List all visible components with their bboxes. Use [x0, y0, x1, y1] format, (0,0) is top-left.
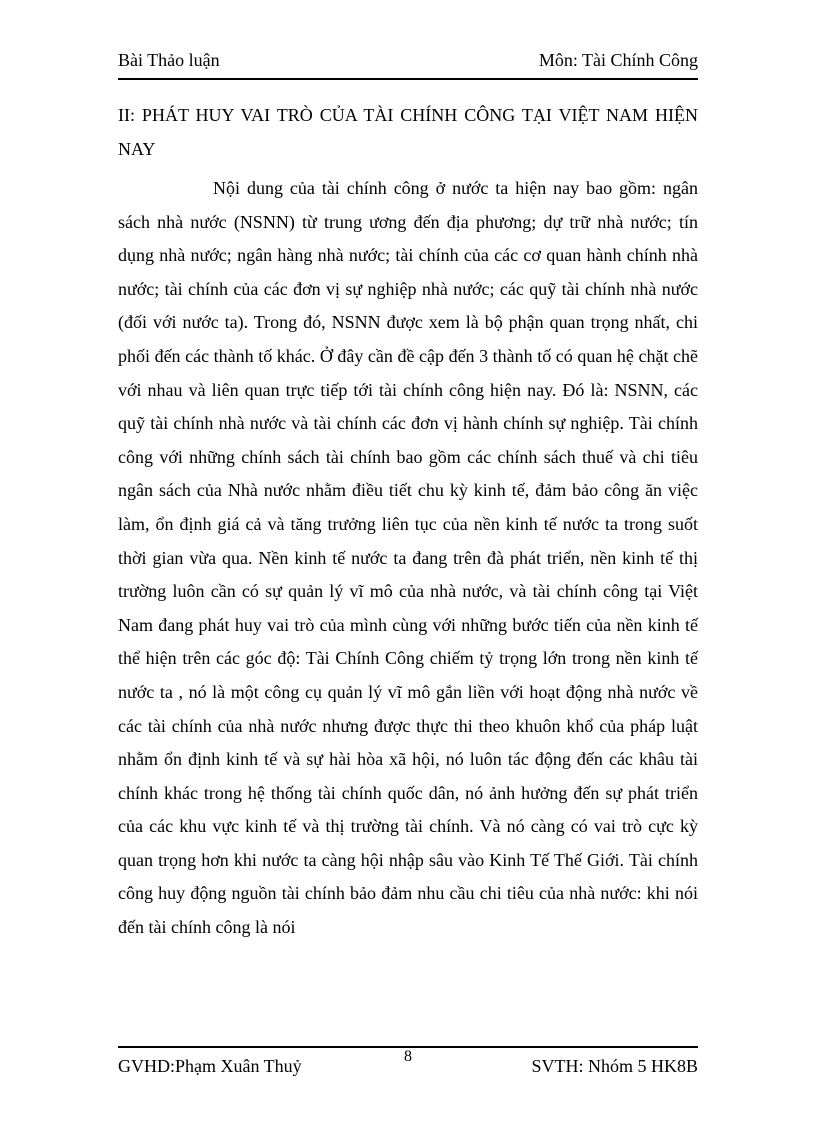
- footer-student-group: SVTH: Nhóm 5 HK8B: [531, 1056, 698, 1076]
- footer-instructor: GVHD:Phạm Xuân Thuỷ: [118, 1056, 302, 1076]
- page-number: 8: [404, 1048, 412, 1065]
- page-footer: [118, 1048, 698, 1082]
- section-heading: II: PHÁT HUY VAI TRÒ CỦA TÀI CHÍNH CÔNG TẠI VIỆT NAM HIỆN NAY: [118, 105, 698, 159]
- header-divider: [118, 78, 698, 80]
- header-document-type: Bài Thảo luận: [118, 50, 220, 70]
- header-subject: Môn: Tài Chính Công: [538, 50, 698, 70]
- body-paragraph: Nội dung của tài chính công ở nước ta hiện nay bao gồm: ngân sách nhà nước (NSNN) từ trung ương đến địa phương; dự trữ nhà nước; tín dụng nhà nước; ngân hàng nhà nước; tài chính của các cơ quan hành chính nhà nước; tài chính của các đơn vị sự nghiệp nhà nước; các quỹ tài chính nhà nước (đối với nước ta). Trong đó, NSNN được xem là bộ phận quan trọng nhất, chi phối đến các thành tố khác. Ở đây cần đề cập đến 3 thành tố có quan hệ chặt chẽ với nhau và liên quan trực tiếp tới tài chính công hiện nay. Đó là: NSNN, các quỹ tài chính nhà nước và tài chính các đơn vị hành chính sự nghiệp. Tài chính công với những chính sách tài chính bao gồm các chính sách thuế và chi tiêu ngân sách của Nhà nước nhằm điều tiết chu kỳ kinh tế, đảm bảo công ăn việc làm, ổn định giá cả và tăng trưởng liên tục của nền kinh tế nước ta trong suốt thời gian vừa qua. Nền kinh tế nước ta đang trên đà phát triển, nền kinh tế thị trường luôn cần có sự quản lý vĩ mô của nhà nước, và tài chính công tại Việt Nam đang phát huy vai trò của mình cùng với những bước tiến của nền kinh tế thể hiện trên các góc độ: Tài Chính Công chiếm tỷ trọng lớn trong nền kinh tế nước ta , nó là một công cụ quản lý vĩ mô gắn liền với hoạt động nhà nước về các tài chính của nhà nước nhưng được thực thi theo khuôn khổ của pháp luật nhằm ổn định kinh tế và sự hài hòa xã hội, nó luôn tác động đến các khâu tài chính khác trong hệ thống tài chính quốc dân, nó ảnh hưởng đến sự phát triển của các khu vực kinh tế và thị trường tài chính. Và nó càng có vai trò cực kỳ quan trọng hơn khi nước ta càng hội nhập sâu vào Kinh Tế Thế Giới. Tài chính công huy động nguồn tài chính bảo đảm nhu cầu chi tiêu của nhà nước: khi nói đến tài chính công là nói: [118, 178, 698, 938]
- page-header: [118, 50, 698, 76]
